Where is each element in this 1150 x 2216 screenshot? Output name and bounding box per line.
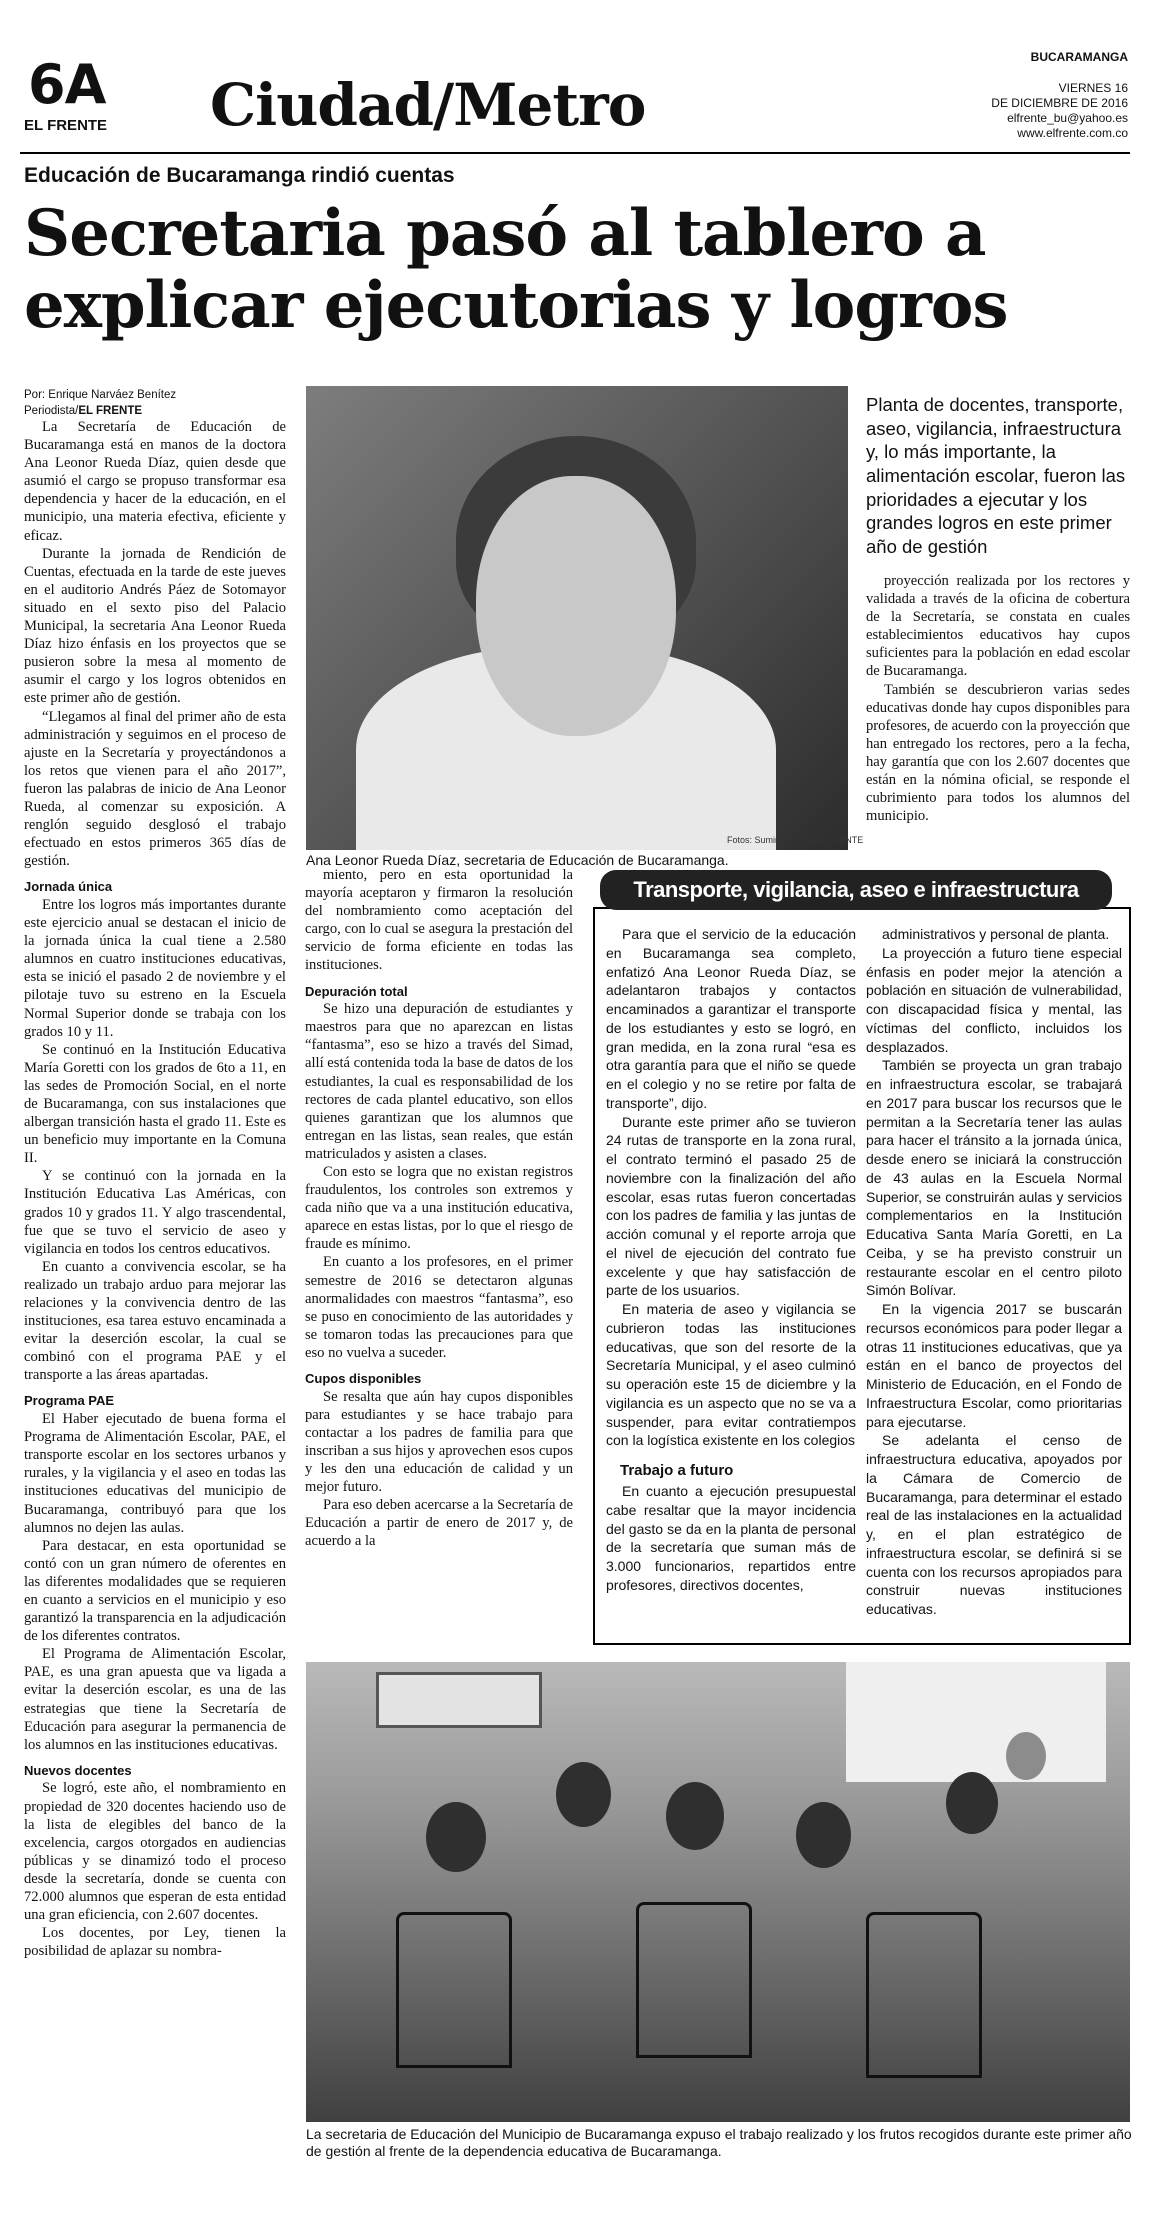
portrait-face [476,476,676,736]
sidebar-banner: Transporte, vigilancia, aseo e infraestructura [600,870,1112,910]
paragraph: Se adelanta el censo de infraestructura educativa, apoyados por la Cámara de Comercio de Bucaramanga, para determinar el estado real de las instalaciones en la actualidad y, en el plan estratégico de infraestructura escolar, se definirá si se cuenta con los recursos apropiados para construir nuevas instituciones educativas. [866,1432,1122,1617]
article-column-2 [305,866,573,1550]
paragraph: En materia de aseo y vigilancia se cubrieron todas las instituciones educativas, que son del resorte de la Secretaría Municipal, y el aseo culminó su operación este 15 de diciembre y la vigilancia es un aspecto que no se va a suspender, para evitar contratiempos con la logística existente en los colegios [606,1301,856,1449]
article-kicker: Educación de Bucaramanga rindió cuentas [24,164,455,187]
attendee-head [796,1802,851,1868]
masthead-city: BUCARAMANGA [1030,50,1128,64]
subheading: Cupos disponibles [305,1371,422,1387]
masthead-website[interactable]: www.elfrente.com.co [1017,126,1128,140]
byline-outlet: EL FRENTE [78,404,143,417]
paragraph: Con esto se logra que no existan registros fraudulentos, los controles son extremos y cada niño que va a una institución educativa, aparece en estas listas, por lo que el riesgo de fraude es mínimo. [305,1164,573,1253]
paragraph: Para destacar, en esta oportunidad se contó con un gran número de oferentes en las diferentes modalidades que se requieren en cuanto a servicios en el municipio y eso garantizó la transparencia en la adjudicación de los diferentes contratos. [24,1537,286,1645]
portrait-photo [306,386,848,850]
paragraph: Y se continuó con la jornada en la Institución Educativa Las Américas, con grados 10 y grados 11. Y algo trascendental, fue que se tuvo el servicio de aseo y vigilancia en todos los centros educativos. [24,1168,286,1257]
subheading: Programa PAE [24,1393,115,1409]
chair [866,1912,982,2078]
paragraph: Entre los logros más importantes durante este ejercicio anual se destacan el inicio de la jornada única la cual tiene a 2.580 alumnos en cuatro instituciones educativas, esta se inició el pasado 2 de noviembre y el pilotaje tuvo su estreno en la Escuela Normal Superior donde se trabaja con los grados 10 y 11. [24,896,286,1040]
page-number: 6A [28,53,106,116]
subheading: Depuración total [305,983,408,999]
masthead-email[interactable]: elfrente_bu@yahoo.es [1007,111,1128,125]
audience-photo [306,1662,1130,2122]
masthead-info [991,50,1128,141]
paragraph: Se resalta que aún hay cupos disponibles para estudiantes y se hace trabajo para contactar a los padres de familia para que inscriban a sus hijos y aprovechen esos cupos y les den una educación de calidad y un mejor futuro. [305,1388,573,1496]
paragraph: Para que el servicio de la educación en Bucaramanga sea completo, enfatizó Ana Leonor Rueda Díaz, se adelantaron trabajos y contactos encaminados a garantizar el transporte de los estudiantes y esto se logró, en gran medida, en la zona rural “esa es otra garantía para que el niño se quede en el colegio y no se retire por falta de transporte”, dijo. [606,926,856,1111]
attendee-head [946,1772,998,1834]
subheading: Nuevos docentes [24,1762,132,1778]
projection-screen [846,1662,1106,1782]
paragraph: La Secretaría de Educación de Bucaramanga está en manos de la doctora Ana Leonor Rueda Díaz, quien desde que asumió el cargo se propuso transformar esa dependencia y hacer de la educación, en el municipio, una materia efectiva, eficiente y eficaz. [24,419,286,544]
paragraph: En cuanto a los profesores, en el primer semestre de 2016 se detectaron algunas anormalidades con maestros “fantasma”, eso se puso en conocimiento de las autoridades y se tomaron todas las precauciones para que eso no vuelva a suceder. [305,1254,573,1361]
paragraph: miento, pero en esta oportunidad la mayoría aceptaron y firmaron la resolución del nombramiento como aceptación del cargo, con lo cual se asegura la prestación del servicio de forma eficiente en todas las instituciones. [305,867,573,974]
section-title: Ciudad/Metro [210,71,646,139]
paragraph: Para eso deben acercarse a la Secretaría de Educación a partir de enero de 2017 y, de acuerdo a la [305,1497,573,1550]
byline-author: Por: Enrique Narváez Benítez [24,389,177,401]
article-deck: Planta de docentes, transporte, aseo, vigilancia, infraestructura y, lo más importante, la alimentación escolar, fueron las prioridades a ejecutar y los grandes logros en este primer año de gestión [866,394,1126,558]
chair [636,1902,752,2058]
audience-caption: La secretaria de Educación del Municipio de Bucaramanga expuso el trabajo realizado y los frutos recogidos durante este primer año de gestión al frente de la dependencia educativa de Bucaramanga. [306,2126,1132,2160]
sidebar-column-1 [606,925,856,1595]
paragraph: En cuanto a ejecución presupuestal cabe resaltar que la mayor incidencia del gasto se da en la planta de personal de la secretaría que suman más de 3.000 funcionarios, repartidos entre profesores, directivos docentes, [606,1483,856,1593]
chair [396,1912,512,2068]
article-column-3 [866,572,1130,825]
photo-credit: Fotos: Suministradas/EL FRENTE [727,835,864,845]
paragraph: En la vigencia 2017 se buscarán recursos económicos para poder llegar a otras 11 instituciones educativas, que ya están en el banco de proyectos del Ministerio de Educación, en el Fondo de Infraestructura Escolar, como prioritarias para ejecutarse. [866,1301,1122,1430]
masthead-date-line2: DE DICIEMBRE DE 2016 [991,96,1128,110]
attendee-head [666,1782,724,1850]
paragraph: Se hizo una depuración de estudiantes y maestros para que no aparezcan en listas “fantasma”, eso se hizo a través del Simad, allí está contenida toda la base de datos de los estudiantes, la cual es responsabilidad de los rectores de cada plantel educativo, son ellos quienes garantizan que los alumnos que entregan en las listas, sean reales, que están matriculados y asisten a clases. [305,1001,573,1162]
paragraph: Los docentes, por Ley, tienen la posibilidad de aplazar su nombra- [24,1925,286,1960]
paragraph: administrativos y personal de planta. [882,926,1110,942]
speaker-head [1006,1732,1046,1780]
paragraph: Durante la jornada de Rendición de Cuentas, efectuada en la tarde de este jueves en el auditorio Andrés Páez de Sotomayor situado en el sexto piso del Palacio Municipal, la secretaria Ana Leonor Rueda Díaz hizo énfasis en los proyectos que se pusieron sobre la mesa al momento de asumir el cargo y los logros obtenidos en este primer año de gestión. [24,545,286,707]
masthead-date-line1: VIERNES 16 [1058,81,1128,95]
attendee-head [556,1762,611,1827]
paragraph: Se logró, este año, el nombramiento en propiedad de 320 docentes haciendo uso de la lista de elegibles del banco de la excelencia, cargos otorgados en audiencias públicas y se dinamizó todo el proceso desde la secretaría, donde se cuenta con 72.000 alumnos que esperan de esta entidad una gran eficiencia, con 2.607 docentes. [24,1780,286,1924]
paragraph: El Haber ejecutado de buena forma el Programa de Alimentación Escolar, PAE, el transporte escolar en los sectores urbanos y rurales, y la vigilancia y el aseo en todas las instituciones educativas del municipio de Bucaramanga, contribuyó para que los alumnos no dejen las aulas. [24,1411,286,1536]
paragraph: En cuanto a convivencia escolar, se ha realizado un trabajo arduo para mejorar las relaciones y la convivencia dentro de las instituciones, esa tarea estuvo encaminada a evitar la deserción escolar, la cual se combinó con el programa PAE y el transporte a las áreas apartadas. [24,1258,286,1384]
paragraph: La proyección a futuro tiene especial énfasis en poder mejor la atención a población en situación de vulnerabilidad, con discapacidad física y mental, las víctimas del conflicto, incluidos los desplazados. [866,944,1122,1055]
byline-role: Periodista/ [24,404,79,417]
subheading: Trabajo a futuro [620,1462,734,1479]
paragraph: “Llegamos al final del primer año de esta administración y seguimos en el proceso de ajuste en la Secretaría y proyectándonos a los retos que vienen para el año 2017”, fueron las palabras de inicio de Ana Leonor Rueda, al comenzar su exposición. A renglón seguido desglosó el trabajo efectuado en estos primeros 365 días de gestión. [24,708,286,870]
subheading: Jornada única [24,879,113,895]
paragraph: El Programa de Alimentación Escolar, PAE, es una gran apuesta que va ligada a evitar la deserción escolar, es una de las estrategias que tiene la Secretaría de Educación para asegurar la permanencia de los alumnos en las instituciones educativas. [24,1646,286,1753]
portrait-caption: Ana Leonor Rueda Díaz, secretaria de Educación de Bucaramanga. [306,852,729,868]
wall-picture [376,1672,542,1728]
paragraph: Durante este primer año se tuvieron 24 rutas de transporte en la zona rural, el contrato terminó el pasado 25 de noviembre con la finalización del año escolar, esas rutas fueron concertadas con los padres de familia y las juntas de acción comunal y el reporte arroja que el nivel de ejecución del contrato fue excelente y que hay satisfacción de parte de los usuarios. [606,1113,856,1299]
paragraph: proyección realizada por los rectores y validada a través de la oficina de cobertura de la Secretaría, se constata en cuales establecimientos educativos hay cupos suficientes para la población en edad escolar de Bucaramanga. [866,573,1130,680]
paragraph: También se proyecta un gran trabajo en infraestructura escolar, se trabajará en 2017 para buscar los recursos que le permitan a la Secretaría tener las aulas para hacer el tránsito a la jornada única, desde enero se iniciará la construcción de 43 aulas en la Escuela Normal Superior, se construirán aulas y servicios complementarios en la Institución Educativa Santa María Goretti, en La Ceiba, y se ha previsto construir un restaurante escolar en el centro piloto Simón Bolívar. [866,1057,1122,1299]
sidebar-column-2 [866,925,1122,1619]
paragraph: Se continuó en la Institución Educativa María Goretti con los grados de 6to a 11, en las sedes de Promoción Social, en el norte de Bucaramanga, con sus instalaciones que albergan transición hasta el grado 11. Este es un beneficio muy importante en la Comuna II. [24,1041,286,1167]
byline [24,388,176,419]
article-headline: Secretaria pasó al tablero a explicar ejecutorias y logros [24,196,1008,344]
attendee-head [426,1802,486,1872]
masthead-rule [20,152,1130,154]
article-column-1 [24,418,286,1960]
paragraph: También se descubrieron varias sedes educativas donde hay cupos disponibles para profesores, de acuerdo con la proyección que han entregado los rectores, pero a la fecha, hay garantía que con los 2.607 docentes que están en la nómina oficial, se responde el cubrimiento para todos los alumnos del municipio. [866,681,1130,825]
brand-name: EL FRENTE [24,117,108,134]
